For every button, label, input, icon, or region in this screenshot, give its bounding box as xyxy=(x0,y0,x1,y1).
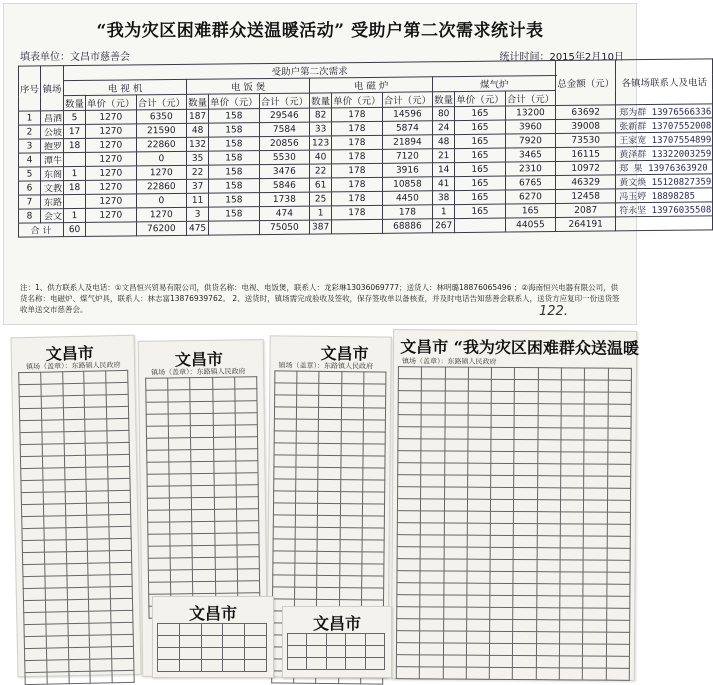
town-cell: 东路 xyxy=(41,195,64,209)
rice-qty-cell: 48 xyxy=(187,123,209,137)
tv-qty-cell xyxy=(64,194,86,208)
sheet-grid xyxy=(396,366,632,681)
list-sheet-1 xyxy=(10,335,141,678)
gas-sum-cell: 3960 xyxy=(505,120,556,135)
rice-price-cell: 158 xyxy=(209,109,260,124)
induction-price-cell: 178 xyxy=(332,135,383,150)
gas-sum-cell: 6765 xyxy=(505,176,556,191)
rice-price-cell: 158 xyxy=(209,137,260,152)
list-row xyxy=(274,455,385,468)
rice-sum-cell: 3476 xyxy=(259,164,310,179)
gas-sum-cell: 3465 xyxy=(505,148,556,163)
header-unit-price: 单价（元） xyxy=(86,95,137,111)
contact-phone: 13976035508 xyxy=(651,205,712,217)
gas-qty-cell: 41 xyxy=(433,177,455,191)
rice-price-cell: 158 xyxy=(209,207,260,222)
rice-qty-cell: 37 xyxy=(187,179,209,193)
total-cell: 2087 xyxy=(556,203,616,218)
header-qty: 数量 xyxy=(310,93,332,108)
list-row xyxy=(288,658,385,670)
induction-sum-cell: 4450 xyxy=(382,191,433,206)
header-qty: 数量 xyxy=(187,94,209,109)
rice-sum-cell: 20856 xyxy=(259,136,310,151)
induction-sum-cell: 7120 xyxy=(382,149,433,164)
contact-person: 郑为群 xyxy=(619,108,647,119)
contact-person: 冯玉婷 xyxy=(619,192,647,203)
contact-person: 黄泽群 xyxy=(619,150,647,161)
induction-sum-cell: 21894 xyxy=(382,135,433,150)
total-cell: 63692 xyxy=(556,105,616,120)
tv-sum-cell: 1270 xyxy=(136,165,187,180)
totals-grand: 264191 xyxy=(556,217,616,232)
gas-qty-cell: 38 xyxy=(433,191,455,205)
sheet-title: 文昌市 “我为灾区困难群众送温暖 xyxy=(400,337,639,358)
tv-sum-cell: 0 xyxy=(136,193,187,208)
town-cell: 昌洒 xyxy=(41,111,64,125)
tv-sum-cell: 22860 xyxy=(136,179,187,194)
gas-qty-cell: 24 xyxy=(433,121,455,135)
town-cell: 公坡 xyxy=(41,125,64,139)
induction-price-cell: 178 xyxy=(332,107,383,122)
header-induction: 电 磁 炉 xyxy=(310,77,433,93)
contact-cell xyxy=(616,174,713,189)
induction-sum-cell: 3916 xyxy=(382,163,433,178)
tv-price-cell: 1270 xyxy=(86,138,137,153)
sheet-grid xyxy=(287,633,385,670)
induction-price-cell: 178 xyxy=(332,149,383,164)
rice-qty-cell: 3 xyxy=(187,207,209,221)
contact-cell xyxy=(616,188,713,203)
header-rice: 电 饭 煲 xyxy=(187,78,310,94)
tv-price-cell: 1270 xyxy=(86,166,137,181)
induction-qty-cell: 33 xyxy=(310,122,332,136)
gas-price-cell: 165 xyxy=(455,190,506,205)
list-row xyxy=(274,479,385,492)
total-cell: 12458 xyxy=(556,189,616,204)
list-sheet-5 xyxy=(152,596,274,678)
gas-sum-cell: 13200 xyxy=(505,106,556,121)
header-subtotal: 合计（元） xyxy=(259,93,310,109)
contact-cell xyxy=(616,118,713,133)
tv-price-cell: 1270 xyxy=(86,194,137,209)
induction-qty-cell: 61 xyxy=(310,178,332,192)
contact-cell xyxy=(616,146,713,161)
totals-gas-qty: 267 xyxy=(433,219,455,233)
rice-sum-cell: 29546 xyxy=(259,108,310,123)
sheet-title: 文昌市 xyxy=(320,343,369,364)
gas-sum-cell: 6270 xyxy=(505,190,556,205)
contact-person: 王家宽 xyxy=(619,136,647,147)
header-unit-price: 单价（元） xyxy=(455,91,506,107)
contact-phone: 13976566336 xyxy=(651,107,712,119)
totals-rice-qty: 475 xyxy=(187,221,209,235)
sheet-title: 文昌市 xyxy=(313,614,362,633)
rice-qty-cell: 35 xyxy=(187,151,209,165)
total-cell: 16115 xyxy=(556,147,616,162)
rice-qty-cell: 22 xyxy=(187,165,209,179)
town-cell: 东阁 xyxy=(41,167,64,181)
induction-price-cell: 178 xyxy=(332,191,383,206)
contact-person: 张新群 xyxy=(619,122,647,133)
totals-label: 合 计 xyxy=(19,223,64,237)
rice-price-cell: 158 xyxy=(209,179,260,194)
footnotes: 注：1、供方联系人及电话：①文昌恒兴贸易有限公司，供货名称：电视、电饭煲，联系人：龙彩琳13036069777；送货人：林明璐18876065496 ；②海南恒兴电器有限公司，供货名称：电磁炉、煤气炉具，联系人：林志富13876939762。 2、送货时，镇场需完成验收及签收，保存签收单以备核查，并及时电话告知慈善会联系人，送货方应复印一份送货签收单送交市慈善会。 xyxy=(20,283,620,314)
totals-rice-sum: 75050 xyxy=(259,220,310,235)
stat-time: 统计时间：2015年2月10日 xyxy=(499,52,624,63)
seq-cell: 6 xyxy=(19,181,41,195)
sheet-subtitle: 镇场（盖章）：东路镇人民政府 xyxy=(151,367,246,377)
contact-cell xyxy=(616,160,713,175)
list-row xyxy=(25,670,134,684)
tv-sum-cell: 6350 xyxy=(136,109,187,124)
sheet-grid xyxy=(145,376,260,619)
gas-sum-cell: 165 xyxy=(505,204,556,219)
gas-price-cell: 165 xyxy=(455,120,506,135)
induction-qty-cell: 40 xyxy=(310,150,332,164)
induction-price-cell: 178 xyxy=(332,205,383,220)
header-qty: 数量 xyxy=(433,92,455,107)
gas-sum-cell: 2310 xyxy=(505,162,556,177)
list-row xyxy=(158,624,267,636)
contact-person: 符永坚 xyxy=(619,206,647,217)
total-cell: 10972 xyxy=(556,161,616,176)
rice-sum-cell: 7584 xyxy=(259,122,310,137)
contact-phone: 13322003259 xyxy=(651,149,712,161)
tv-price-cell: 1270 xyxy=(86,152,137,167)
gas-qty-cell: 21 xyxy=(433,149,455,163)
induction-sum-cell: 178 xyxy=(382,205,433,220)
list-row xyxy=(288,646,385,658)
contact-person: 郑 果 xyxy=(619,164,643,175)
contact-phone: 13976363920 xyxy=(648,163,708,175)
header-contact: 各镇场联系人及电话 xyxy=(616,59,713,105)
tv-qty-cell: 5 xyxy=(64,110,86,124)
total-cell: 73530 xyxy=(556,133,616,148)
gas-price-cell: 165 xyxy=(455,148,506,163)
contact-cell xyxy=(616,132,713,147)
gas-price-cell: 165 xyxy=(455,162,506,177)
induction-sum-cell: 5874 xyxy=(382,121,433,136)
totals-gas-sum: 44055 xyxy=(505,218,556,233)
header-subtotal: 合计（元） xyxy=(136,94,187,110)
rice-price-cell: 158 xyxy=(209,193,260,208)
contact-phone: 13707554899 xyxy=(651,135,712,147)
header-tv: 电 视 机 xyxy=(64,79,187,95)
header-unit-price: 单价（元） xyxy=(209,94,260,110)
demand-table xyxy=(18,58,713,237)
list-row xyxy=(158,636,267,648)
seq-cell: 8 xyxy=(19,209,41,223)
rice-sum-cell: 1738 xyxy=(259,192,310,207)
header-subtotal: 合计（元） xyxy=(505,91,556,107)
tv-qty-cell xyxy=(64,152,86,166)
tv-qty-cell: 18 xyxy=(64,180,86,194)
header-gas: 煤气炉 xyxy=(433,76,556,92)
gas-price-cell: 165 xyxy=(455,134,506,149)
sheet-subtitle: 镇场（盖章）：东路镇人民政府 xyxy=(401,357,497,366)
rice-qty-cell: 187 xyxy=(187,109,209,123)
gas-price-cell: 165 xyxy=(455,176,506,191)
header-subtotal: 合计（元） xyxy=(382,92,433,108)
gas-sum-cell: 7920 xyxy=(505,134,556,149)
seq-cell: 5 xyxy=(19,167,41,181)
contact-phone: 18898285 xyxy=(651,191,696,203)
header-group: 受助户第二次需求 xyxy=(64,61,556,81)
tv-qty-cell: 17 xyxy=(64,124,86,138)
gas-qty-cell: 48 xyxy=(433,135,455,149)
sheet-grid xyxy=(18,370,135,685)
contact-phone: 13707552008 xyxy=(651,121,712,133)
induction-price-cell: 178 xyxy=(332,177,383,192)
tv-sum-cell: 22860 xyxy=(136,137,187,152)
contact-cell xyxy=(616,202,713,217)
induction-qty-cell: 82 xyxy=(310,108,332,122)
contact-phone: 15120827359 xyxy=(651,177,712,189)
list-row xyxy=(158,648,267,660)
tv-sum-cell: 1270 xyxy=(136,207,187,222)
handwritten-signature: 122. xyxy=(539,304,568,319)
totals-tv-sum: 76200 xyxy=(136,221,187,236)
totals-induction-qty: 387 xyxy=(310,220,332,234)
tv-qty-cell: 18 xyxy=(64,138,86,152)
induction-price-cell: 178 xyxy=(332,121,383,136)
contact-person: 黄文焕 xyxy=(619,178,647,189)
totals-induction-sum: 68886 xyxy=(382,219,433,234)
seq-cell: 4 xyxy=(19,153,41,167)
rice-sum-cell: 474 xyxy=(259,206,310,221)
gas-qty-cell: 1 xyxy=(433,205,455,219)
list-row xyxy=(396,667,629,681)
sheet-subtitle: 镇场（盖章）：东路镇人民政府 xyxy=(278,361,374,371)
gas-qty-cell: 14 xyxy=(433,163,455,177)
rice-price-cell: 158 xyxy=(209,151,260,166)
rice-qty-cell: 11 xyxy=(187,193,209,207)
rice-sum-cell: 5530 xyxy=(259,150,310,165)
tv-qty-cell: 1 xyxy=(64,166,86,180)
seq-cell: 7 xyxy=(19,195,41,209)
tv-price-cell: 1270 xyxy=(86,180,137,195)
list-sheet-4 xyxy=(391,329,637,681)
tv-price-cell: 1270 xyxy=(86,110,137,125)
list-sheet-6 xyxy=(282,606,392,678)
totals-tv-qty: 60 xyxy=(64,222,86,236)
filler-unit: 填表单位：文昌市慈善会 xyxy=(20,52,130,63)
seq-cell: 2 xyxy=(19,125,41,139)
induction-sum-cell: 10858 xyxy=(382,177,433,192)
sheet-grid xyxy=(157,623,267,672)
seq-cell: 1 xyxy=(19,111,41,125)
town-cell: 抱罗 xyxy=(41,139,64,153)
tv-sum-cell: 0 xyxy=(136,151,187,166)
main-form-photo xyxy=(4,4,712,324)
contact-cell xyxy=(616,104,713,119)
list-row xyxy=(288,634,385,646)
gas-qty-cell: 80 xyxy=(433,107,455,121)
rice-price-cell: 158 xyxy=(209,165,260,180)
header-town: 镇场 xyxy=(41,66,64,111)
induction-qty-cell: 123 xyxy=(310,136,332,150)
total-cell: 39008 xyxy=(556,119,616,134)
list-row xyxy=(158,660,267,672)
town-cell: 文教 xyxy=(41,181,64,195)
sheet-title: 文昌市 xyxy=(45,343,95,364)
header-total: 总金额（元） xyxy=(556,60,616,106)
header-seq: 序号 xyxy=(19,66,41,111)
form-title: “我为灾区困难群众送温暖活动” 受助户第二次需求统计表 xyxy=(96,21,544,41)
rice-price-cell: 158 xyxy=(209,123,260,138)
induction-qty-cell: 25 xyxy=(310,192,332,206)
rice-sum-cell: 5846 xyxy=(259,178,310,193)
total-cell: 46329 xyxy=(556,175,616,190)
induction-price-cell: 178 xyxy=(332,163,383,178)
sheet-title: 文昌市 xyxy=(189,604,238,623)
rice-qty-cell: 132 xyxy=(187,137,209,151)
seq-cell: 3 xyxy=(19,139,41,153)
town-cell: 会文 xyxy=(41,209,64,223)
tv-qty-cell: 1 xyxy=(64,208,86,222)
tv-price-cell: 1270 xyxy=(86,124,137,139)
induction-qty-cell: 22 xyxy=(310,164,332,178)
gas-price-cell: 165 xyxy=(455,106,506,121)
town-cell: 潭牛 xyxy=(41,153,64,167)
gas-price-cell: 165 xyxy=(455,204,506,219)
sheet-title: 文昌市 xyxy=(174,349,224,370)
tv-sum-cell: 21590 xyxy=(136,123,187,138)
sheet-subtitle: 镇场（盖章）：东路镇人民政府 xyxy=(25,361,121,372)
list-row xyxy=(274,467,385,480)
induction-sum-cell: 14596 xyxy=(382,107,433,122)
tv-price-cell: 1270 xyxy=(86,208,137,223)
header-qty: 数量 xyxy=(64,95,86,110)
induction-qty-cell: 1 xyxy=(310,206,332,220)
header-unit-price: 单价（元） xyxy=(332,92,383,108)
